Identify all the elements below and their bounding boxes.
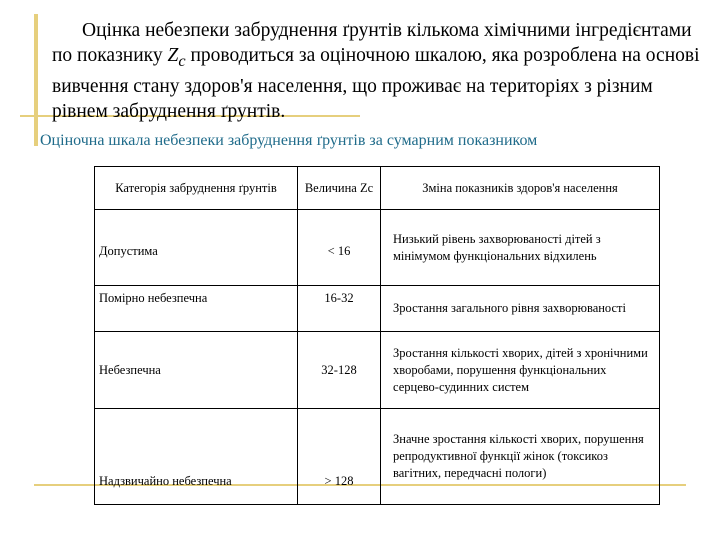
row-value: > 128 bbox=[298, 409, 381, 505]
table-header-row bbox=[95, 167, 660, 210]
row-category: Небезпечна bbox=[95, 332, 298, 409]
row-effect: Значне зростання кількості хворих, порушення репродуктивної функції жінок (токсикоз вагітних, передчасні пологи) bbox=[381, 409, 660, 505]
zc-symbol: $Z_c$ bbox=[167, 45, 186, 70]
row-effect: Зростання кількості хворих, дітей з хронічними хворобами, порушення функціональних серцево-судинних систем bbox=[381, 332, 660, 409]
row-effect: Низький рівень захворюваності дітей з мінімумом функціональних відхилень bbox=[381, 210, 660, 286]
row-category: Допустима bbox=[95, 210, 298, 286]
assessment-scale-table bbox=[94, 166, 660, 505]
row-category: Помірно небезпечна bbox=[95, 286, 298, 332]
intro-text-after: проводиться за оціночною шкалою, яка розроблена на основі вивчення стану здоров'я населення, що проживає на територіях з різним рівнем забруднення ґрунтів. bbox=[52, 45, 700, 122]
decorative-vertical-line bbox=[34, 14, 38, 146]
intro-text-before: Оцінка небезпеки забруднення ґрунтів кількома хімічними інгредієнтами по показнику bbox=[52, 20, 692, 66]
row-effect: Зростання загального рівня захворюваності bbox=[381, 286, 660, 332]
row-value: 16-32 bbox=[298, 286, 381, 332]
row-value: 32-128 bbox=[298, 332, 381, 409]
header-effect: Зміна показників здоров'я населення bbox=[381, 167, 660, 210]
table-title: Оціночна шкала небезпеки забруднення ґрунтів за сумарним показником bbox=[40, 132, 538, 149]
table-row bbox=[95, 409, 660, 505]
header-category: Категорія забруднення ґрунтів bbox=[95, 167, 298, 210]
row-category: Надзвичайно небезпечна bbox=[95, 409, 298, 505]
table-row bbox=[95, 332, 660, 409]
header-value: Величина Zc bbox=[298, 167, 381, 210]
row-value: < 16 bbox=[298, 210, 381, 286]
table-row bbox=[95, 286, 660, 332]
table-row bbox=[95, 210, 660, 286]
intro-paragraph bbox=[52, 18, 702, 124]
